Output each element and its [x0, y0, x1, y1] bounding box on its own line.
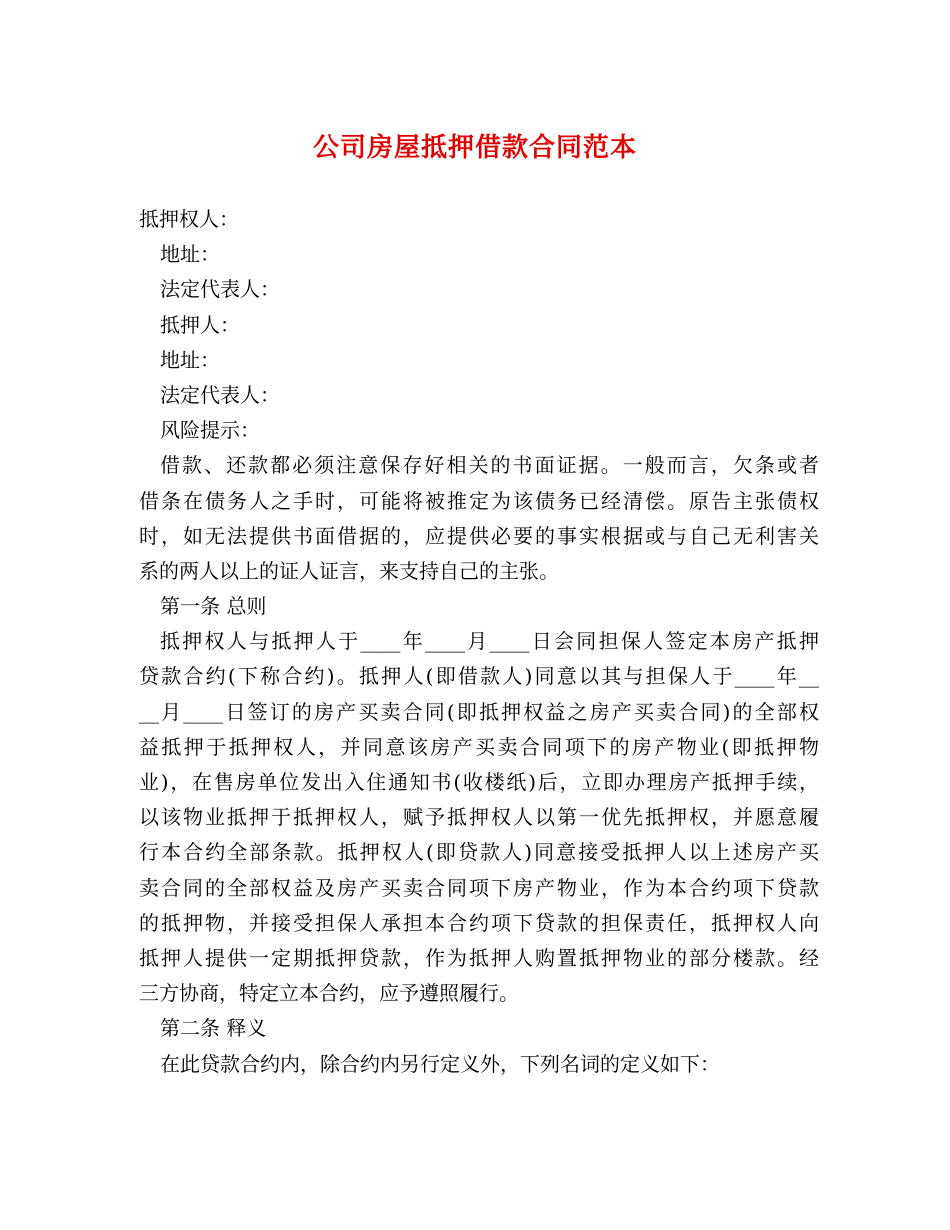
text-line: 抵押人提供一定期抵押贷款，作为抵押人购置抵押物业的部分楼款。经 — [139, 945, 819, 970]
text-line: 地址： — [160, 347, 220, 372]
text-line: 业)，在售房单位发出入住通知书(收楼纸)后，立即办理房产抵押手续， — [139, 770, 819, 794]
text-line: 法定代表人： — [160, 277, 280, 302]
text-line: 抵押权人与抵押人于____年____月____日会同担保人签定本房产抵押 — [160, 629, 819, 654]
text-line: 三方协商，特定立本合约，应予遵照履行。 — [139, 981, 519, 1006]
text-line: 抵押权人： — [139, 207, 239, 231]
document-title: 公司房屋抵押借款合同范本 — [312, 133, 637, 163]
text-line: 的抵押物，并接受担保人承担本合约项下贷款的担保责任，抵押权人向 — [139, 910, 819, 935]
text-line: 卖合同的全部权益及房产买卖合同项下房产物业，作为本合约项下贷款 — [139, 875, 819, 900]
text-line: 法定代表人： — [160, 382, 280, 407]
text-line: 以该物业抵押于抵押权人，赋予抵押权人以第一优先抵押权，并愿意履 — [139, 805, 819, 830]
text-line: 贷款合约(下称合约)。抵押人(即借款人)同意以其与担保人于____年__ — [139, 664, 819, 689]
text-line: 地址： — [160, 242, 220, 267]
text-line: 借款、还款都必须注意保存好相关的书面证据。一般而言，欠条或者 — [160, 453, 819, 478]
text-line: 在此贷款合约内，除合约内另行定义外，下列名词的定义如下： — [160, 1051, 720, 1076]
text-line: 行本合约全部条款。抵押权人(即贷款人)同意接受抵押人以上述房产买 — [139, 840, 819, 865]
text-line: 风险提示： — [160, 418, 260, 443]
text-line: 益抵押于抵押权人，并同意该房产买卖合同项下的房产物业(即抵押物 — [139, 734, 819, 759]
text-line: 第一条 总则 — [160, 594, 267, 619]
text-line: __月____日签订的房产买卖合同(即抵押权益之房产买卖合同)的全部权 — [139, 699, 819, 724]
text-line: 系的两人以上的证人证言，来支持自己的主张。 — [139, 558, 559, 583]
text-line: 借条在债务人之手时，可能将被推定为该债务已经清偿。原告主张债权 — [139, 488, 819, 513]
text-line: 时，如无法提供书面借据的，应提供必要的事实根据或与自己无利害关 — [139, 523, 819, 548]
text-line: 抵押人： — [160, 312, 240, 337]
text-line: 第二条 释义 — [160, 1016, 267, 1041]
document-body — [139, 202, 819, 1082]
